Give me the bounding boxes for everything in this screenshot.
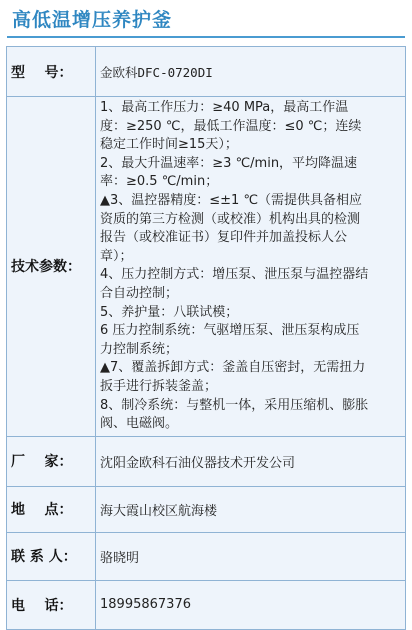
param-line: 率：≥0.5 ℃/min； [100, 174, 219, 190]
manufacturer-value: 沈阳金欧科石油仪器技术开发公司 [96, 436, 406, 486]
row-phone [7, 580, 406, 629]
param-line: 2、最大升温速率：≥3 ℃/min，平均降温速 [100, 155, 358, 171]
location-label: 地 点： [7, 486, 96, 532]
title-divider [7, 36, 405, 38]
row-manufacturer [7, 436, 406, 486]
param-line: ▲7、覆盖拆卸方式：釜盖自压密封，无需扭力 [100, 360, 366, 376]
row-params [7, 97, 406, 437]
param-line: 扳手进行拆装釜盖； [100, 378, 218, 394]
param-line: 章）； [100, 248, 133, 264]
param-line: 合自动控制； [100, 285, 179, 301]
page-title: 高低温增压养护釜 [12, 9, 173, 31]
model-value: 金欧科DFC-0720DI [96, 47, 406, 97]
params-value [96, 97, 406, 437]
param-line: 4、压力控制方式：增压泵、泄压泵与温控器结 [100, 267, 369, 283]
params-label: 技术参数： [7, 97, 96, 437]
param-line: 资质的第三方检测（或校准）机构出具的检测 [100, 211, 361, 227]
spec-table [6, 46, 406, 630]
location-value: 海大霞山校区航海楼 [96, 486, 406, 532]
row-location [7, 486, 406, 532]
row-model [7, 47, 406, 97]
phone-label: 电 话： [7, 580, 96, 629]
param-line: 5、养护量：八联试模； [100, 304, 239, 320]
param-line: 稳定工作时间≥15天）； [100, 137, 238, 153]
param-line: 报告（或校准证书）复印件并加盖投标人公 [100, 230, 348, 246]
param-line: 1、最高工作压力：≥40 MPa，最高工作温 [100, 100, 349, 115]
row-contact [7, 532, 406, 580]
phone-value: 18995867376 [96, 580, 406, 629]
param-line: 6 压力控制系统：气驱增压泵、泄压泵构成压 [100, 323, 360, 339]
param-line: ▲3、温控器精度：≤±1 ℃（需提供具备相应 [100, 192, 363, 208]
contact-value: 骆晓明 [96, 532, 406, 580]
param-line: 度：≥250 ℃，最低工作温度：≤0 ℃；连续 [100, 118, 362, 134]
param-line: 8、制冷系统：与整机一体，采用压缩机、膨胀 [100, 397, 369, 413]
param-line: 力控制系统； [100, 341, 179, 357]
contact-label: 联 系 人： [7, 532, 96, 580]
param-line: 阀、电磁阀。 [100, 416, 179, 432]
model-label: 型 号： [7, 47, 96, 97]
manufacturer-label: 厂 家： [7, 436, 96, 486]
